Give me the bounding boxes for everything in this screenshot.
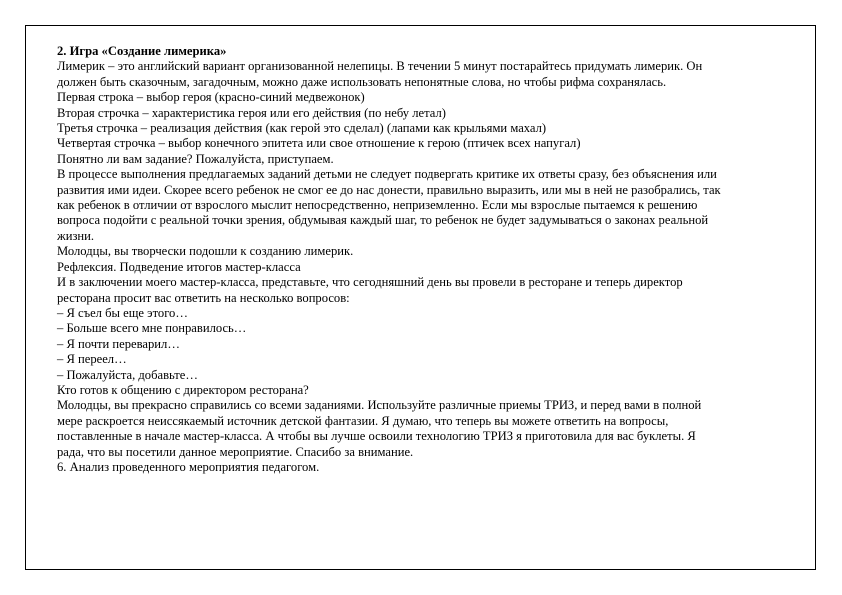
rule-line: Четвертая строчка – выбор конечного эпитета или свое отношение к герою (птичек всех напугал) — [57, 136, 581, 151]
reflection-title: Рефлексия. Подведение итогов мастер-класса — [57, 259, 301, 274]
answer-line: – Пожалуйста, добавьте… — [57, 367, 198, 382]
process-line: как ребенок в отличии от взрослого мыслит непосредственно, неприземленно. Если мы взрослые пытаемся к решению — [57, 198, 698, 213]
reflection-intro-line: ресторана просит вас ответить на несколько вопросов: — [57, 290, 350, 305]
ready-question-line: Кто готов к общению с директором ресторана? — [57, 382, 309, 397]
process-line: вопроса подойти с реальной точки зрения, обдумывая каждый шаг, то ребенок не будет задумываться о законах реальной — [57, 213, 709, 228]
intro-line: Лимерик – это английский вариант организованной нелепицы. В течении 5 минут постарайтесь придумать лимерик. Он — [57, 59, 703, 74]
answer-line: – Я съел бы еще этого… — [57, 305, 188, 320]
reflection-intro-line: И в заключении моего мастер-класса, представьте, что сегодняшний день вы провели в ресторане и теперь директор — [57, 275, 683, 290]
answer-line: – Больше всего мне понравилось… — [57, 321, 247, 336]
answer-line: – Я почти переварил… — [57, 336, 180, 351]
section-heading: 2. Игра «Создание лимерика» — [57, 44, 227, 58]
closing-line: Молодцы, вы прекрасно справились со всеми заданиями. Используйте различные приемы ТРИЗ, и перед вами в полной — [57, 398, 702, 413]
process-line: жизни. — [57, 228, 95, 243]
rule-line: Вторая строчка – характеристика героя или его действия (по небу летал) — [57, 105, 446, 120]
process-line: В процессе выполнения предлагаемых заданий детьми не следует подвергать критике их ответы сразу, без объяснения или — [57, 167, 717, 182]
question-line: Понятно ли вам задание? Пожалуйста, приступаем. — [57, 151, 334, 166]
intro-line: должен быть сказочным, загадочным, можно даже использовать непонятные слова, но чтобы рифма сохранялась. — [57, 74, 667, 89]
rule-line: Третья строчка – реализация действия (как герой это сделал) (лапами как крыльями махал) — [57, 121, 547, 136]
document-body — [57, 44, 787, 475]
process-line: развития ими идеи. Скорее всего ребенок не смог ее до нас донести, правильно выразить, или мы в ней не разобрались, так — [57, 182, 721, 197]
closing-line: поставленные в начале мастер-класса. А чтобы вы лучше освоили технологию ТРИЗ я приготовила для вас буклеты. Я — [57, 429, 696, 444]
closing-line: рада, что вы посетили данное мероприятие. Спасибо за внимание. — [57, 444, 414, 459]
answer-line: – Я переел… — [57, 352, 127, 367]
rule-line: Первая строка – выбор героя (красно-синий медвежонок) — [57, 90, 365, 105]
final-section-line: 6. Анализ проведенного мероприятия педагогом. — [57, 459, 320, 474]
praise-line: Молодцы, вы творчески подошли к созданию лимерик. — [57, 244, 354, 259]
closing-line: мере раскроется неиссякаемый источник детской фантазии. Я думаю, что теперь вы можете ответить на вопросы, — [57, 413, 669, 428]
